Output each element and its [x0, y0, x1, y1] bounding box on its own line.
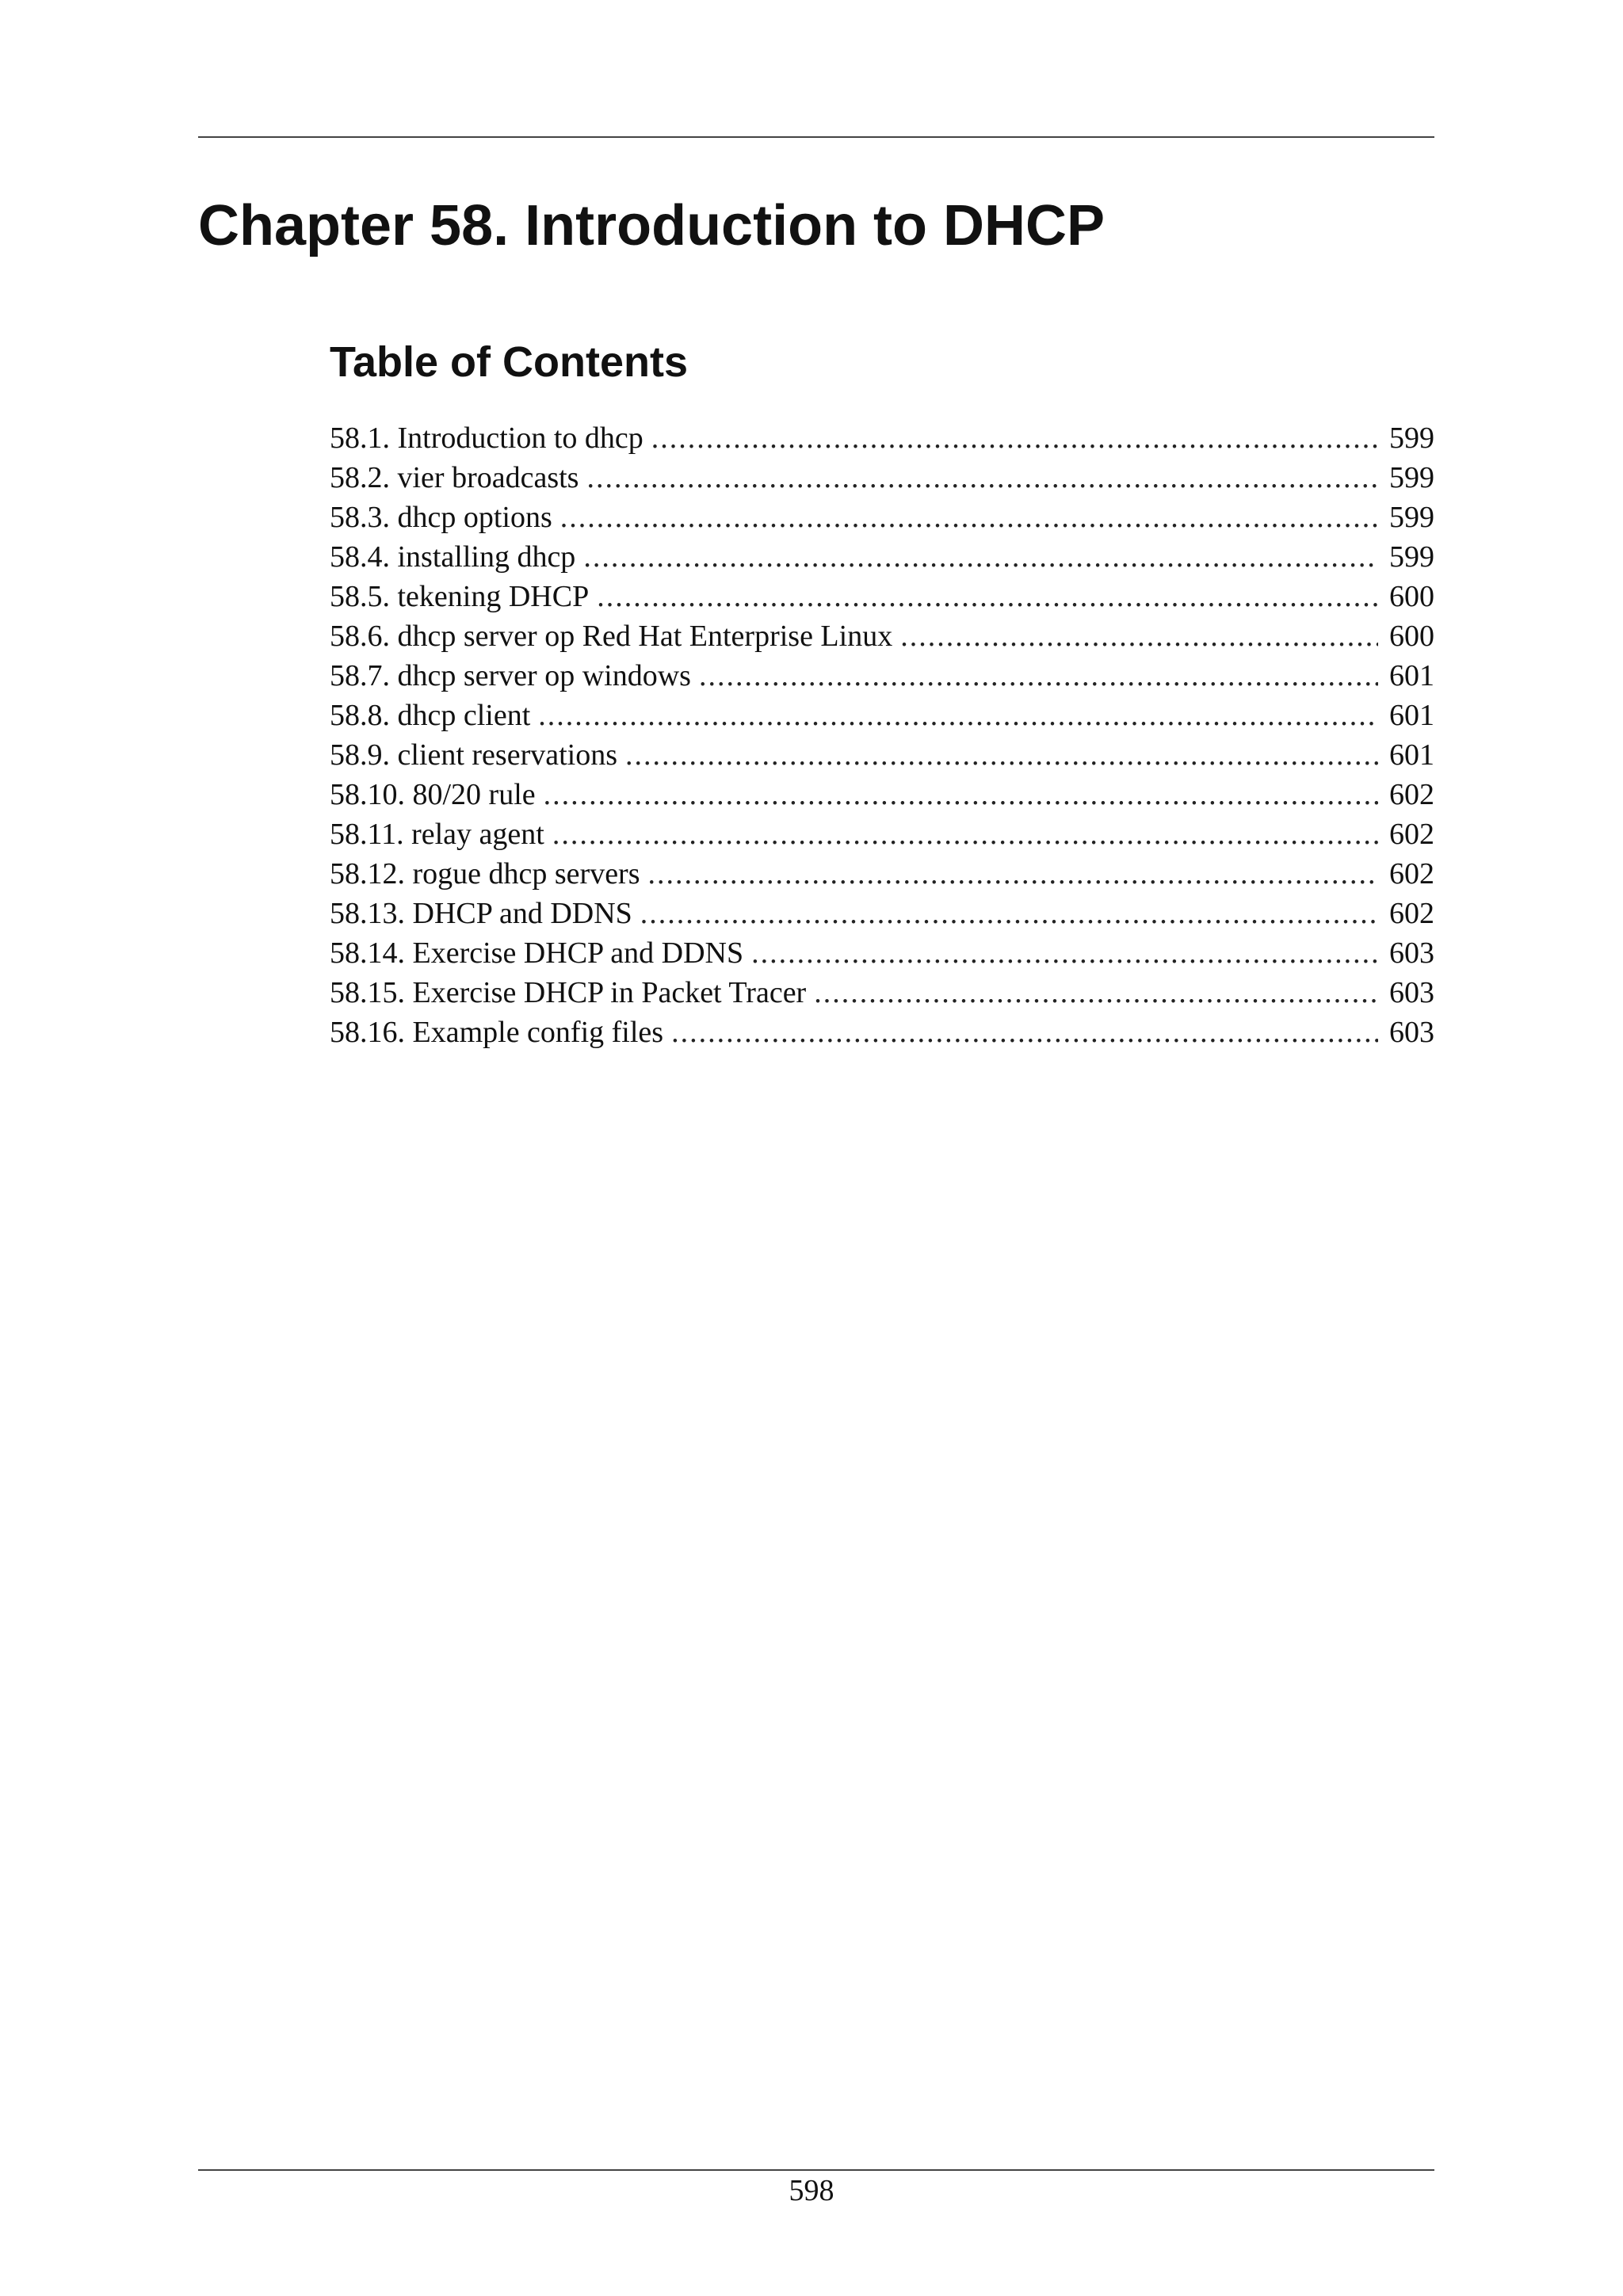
- toc-entry-label[interactable]: 58.16. Example config files: [330, 1016, 664, 1049]
- toc-entry-page[interactable]: 599: [1389, 461, 1434, 494]
- toc-entry-page[interactable]: 601: [1389, 659, 1434, 692]
- chapter-title: Chapter 58. Introduction to DHCP: [198, 194, 1106, 257]
- toc-entry[interactable]: [330, 498, 1434, 537]
- toc-entry-label[interactable]: 58.13. DHCP and DDNS: [330, 897, 632, 930]
- toc-leader-dots: [625, 735, 1378, 775]
- toc-entry-label[interactable]: 58.10. 80/20 rule: [330, 778, 536, 811]
- toc-leader-dots: [544, 775, 1378, 814]
- toc-entry-label[interactable]: 58.7. dhcp server op windows: [330, 659, 691, 692]
- toc-entry-page[interactable]: 600: [1389, 620, 1434, 653]
- toc-entry[interactable]: [330, 656, 1434, 696]
- toc-entry-page[interactable]: 603: [1389, 976, 1434, 1009]
- toc-heading: Table of Contents: [330, 338, 688, 386]
- toc-entry-page[interactable]: 602: [1389, 897, 1434, 930]
- toc-entry-label[interactable]: 58.4. installing dhcp: [330, 540, 576, 574]
- toc-entry-label[interactable]: 58.1. Introduction to dhcp: [330, 421, 643, 455]
- toc-entry[interactable]: [330, 814, 1434, 854]
- toc-leader-dots: [699, 656, 1378, 696]
- toc-leader-dots: [751, 933, 1378, 973]
- toc-leader-dots: [814, 973, 1378, 1013]
- toc-leader-dots: [648, 854, 1378, 894]
- toc-entry[interactable]: [330, 1013, 1434, 1052]
- toc-entry-page[interactable]: 602: [1389, 818, 1434, 851]
- toc-entry-page[interactable]: 602: [1389, 778, 1434, 811]
- toc-entry[interactable]: [330, 696, 1434, 735]
- toc-entry-label[interactable]: 58.12. rogue dhcp servers: [330, 857, 640, 891]
- toc-entry-label[interactable]: 58.9. client reservations: [330, 738, 618, 772]
- toc-leader-dots: [671, 1013, 1378, 1052]
- toc-entry[interactable]: [330, 735, 1434, 775]
- toc-leader-dots: [597, 577, 1378, 616]
- toc-entry[interactable]: [330, 894, 1434, 933]
- toc-leader-dots: [538, 696, 1378, 735]
- toc-entry-page[interactable]: 601: [1389, 738, 1434, 772]
- toc-entry[interactable]: [330, 418, 1434, 458]
- toc-entry[interactable]: [330, 616, 1434, 656]
- toc-entry-label[interactable]: 58.15. Exercise DHCP in Packet Tracer: [330, 976, 807, 1009]
- toc-entry-page[interactable]: 603: [1389, 1016, 1434, 1049]
- toc-entry-page[interactable]: 600: [1389, 580, 1434, 613]
- toc-entry-label[interactable]: 58.11. relay agent: [330, 818, 544, 851]
- toc-entry-page[interactable]: 599: [1389, 501, 1434, 534]
- toc-entry[interactable]: [330, 854, 1434, 894]
- table-of-contents: [330, 418, 1434, 1052]
- toc-leader-dots: [900, 616, 1378, 656]
- toc-entry[interactable]: [330, 775, 1434, 814]
- toc-entry[interactable]: [330, 537, 1434, 577]
- page-number: 598: [789, 2174, 834, 2207]
- toc-entry[interactable]: [330, 458, 1434, 498]
- toc-entry[interactable]: [330, 577, 1434, 616]
- toc-leader-dots: [651, 418, 1378, 458]
- toc-entry-label[interactable]: 58.6. dhcp server op Red Hat Enterprise Linux: [330, 620, 893, 653]
- toc-entry-label[interactable]: 58.14. Exercise DHCP and DDNS: [330, 936, 744, 970]
- toc-entry-label[interactable]: 58.2. vier broadcasts: [330, 461, 579, 494]
- toc-entry[interactable]: [330, 973, 1434, 1013]
- toc-leader-dots: [640, 894, 1378, 933]
- toc-entry-page[interactable]: 599: [1389, 540, 1434, 574]
- toc-entry[interactable]: [330, 933, 1434, 973]
- toc-entry-page[interactable]: 601: [1389, 699, 1434, 732]
- toc-entry-label[interactable]: 58.8. dhcp client: [330, 699, 531, 732]
- toc-entry-page[interactable]: 603: [1389, 936, 1434, 970]
- toc-leader-dots: [560, 498, 1378, 537]
- toc-entry-page[interactable]: 602: [1389, 857, 1434, 891]
- toc-leader-dots: [586, 458, 1378, 498]
- toc-entry-label[interactable]: 58.3. dhcp options: [330, 501, 552, 534]
- header-rule: [198, 136, 1434, 138]
- toc-leader-dots: [583, 537, 1378, 577]
- toc-leader-dots: [552, 814, 1378, 854]
- toc-entry-label[interactable]: 58.5. tekening DHCP: [330, 580, 590, 613]
- toc-entry-page[interactable]: 599: [1389, 421, 1434, 455]
